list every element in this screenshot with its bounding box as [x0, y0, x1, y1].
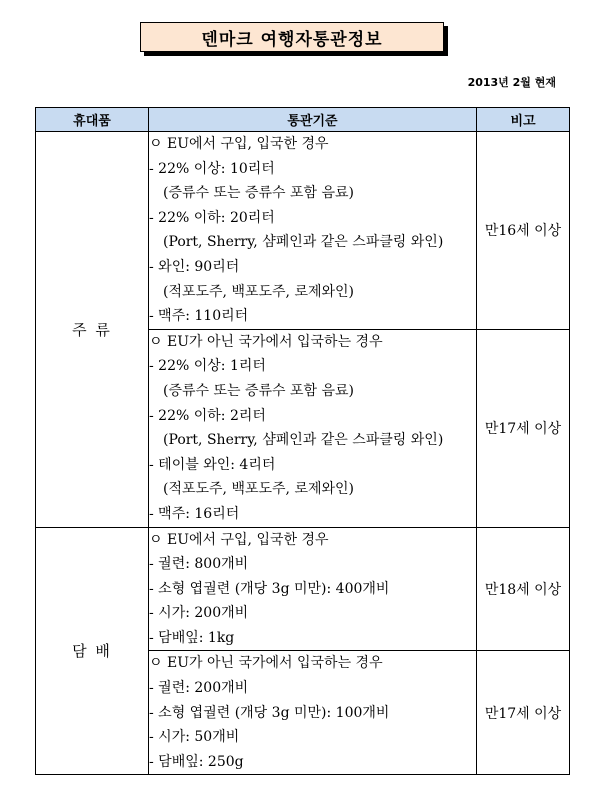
date-stamp: 2013년 2월 현재 — [467, 76, 556, 89]
page-title: 덴마크 여행자통관정보 — [140, 22, 444, 52]
criteria-line: - 22% 이상: 1리터 — [149, 358, 266, 375]
criteria-line: (증류수 또는 증류수 포함 음료) — [163, 382, 355, 399]
customs-table — [35, 107, 570, 775]
criteria-line: (적포도주, 백포도주, 로제와인) — [163, 481, 355, 498]
criteria-cell — [149, 651, 477, 775]
criteria-line: - 소형 엽궐련 (개당 3g 미만): 100개비 — [149, 704, 390, 721]
criteria-line: - 22% 이하: 20리터 — [149, 209, 275, 226]
criteria-line: - 맥주: 16리터 — [149, 505, 240, 522]
criteria-heading: ㅇ EU가 아닌 국가에서 입국하는 경우 — [149, 655, 383, 672]
criteria-line: - 22% 이상: 10리터 — [149, 160, 275, 177]
criteria-line: - 담배잎: 250g — [149, 753, 244, 770]
criteria-line: - 시가: 200개비 — [149, 605, 249, 622]
criteria-line: (증류수 또는 증류수 포함 음료) — [163, 185, 355, 202]
criteria-line: - 시가: 50개비 — [149, 729, 240, 746]
criteria-line: - 22% 이하: 2리터 — [149, 407, 266, 424]
criteria-line: - 맥주: 110리터 — [149, 308, 249, 325]
criteria-line: (Port, Sherry, 샴페인과 같은 스파클링 와인) — [163, 234, 444, 251]
note-cell: 만17세 이상 — [477, 329, 570, 527]
criteria-cell — [149, 527, 477, 651]
criteria-line: - 궐련: 800개비 — [149, 556, 249, 573]
title-frame — [140, 22, 450, 58]
table-row — [36, 527, 570, 651]
header-note: 비고 — [477, 108, 570, 132]
note-cell: 만16세 이상 — [477, 132, 570, 330]
header-row — [36, 108, 570, 132]
criteria-line: - 궐련: 200개비 — [149, 680, 249, 697]
criteria-line: - 소형 엽궐련 (개당 3g 미만): 400개비 — [149, 580, 390, 597]
criteria-line: (Port, Sherry, 샴페인과 같은 스파클링 와인) — [163, 432, 444, 449]
table-row — [36, 132, 570, 330]
note-cell: 만18세 이상 — [477, 527, 570, 651]
header-criteria: 통관기준 — [149, 108, 477, 132]
criteria-line: (적포도주, 백포도주, 로제와인) — [163, 283, 355, 300]
criteria-cell — [149, 329, 477, 527]
criteria-heading: ㅇ EU에서 구입, 입국한 경우 — [149, 136, 329, 152]
criteria-cell — [149, 132, 477, 330]
criteria-line: - 테이블 와인: 4리터 — [149, 456, 276, 473]
criteria-line: - 와인: 90리터 — [149, 258, 240, 275]
header-item: 휴대품 — [36, 108, 149, 132]
criteria-heading: ㅇ EU에서 구입, 입국한 경우 — [149, 531, 329, 548]
note-cell: 만17세 이상 — [477, 651, 570, 775]
category-tobacco: 담 배 — [36, 527, 149, 775]
category-alcohol: 주 류 — [36, 132, 149, 528]
criteria-line: - 담배잎: 1kg — [149, 629, 235, 646]
criteria-heading: ㅇ EU가 아닌 국가에서 입국하는 경우 — [149, 333, 383, 350]
